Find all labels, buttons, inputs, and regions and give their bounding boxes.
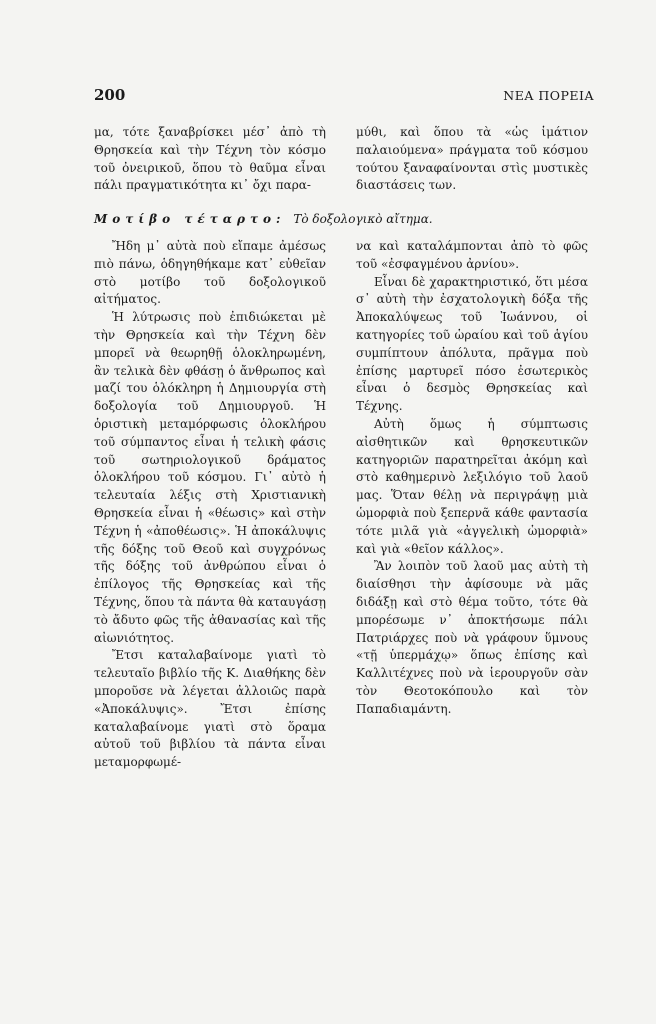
paragraph: να καὶ καταλάμπονται ἀπὸ τὸ φῶς τοῦ «ἐσφαγμένου ἀρνίου». [356, 239, 588, 271]
page-number: 200 [94, 86, 126, 104]
paragraph: μύθι, καὶ ὅπου τὰ «ὡς ἱμάτιον παλαιούμενα» πράγματα τοῦ κόσμου τούτου ξαναφαίνονται στὶς μυστικὲς διαστάσεις των. [356, 125, 588, 193]
paragraph: Ἤδη μ᾿ αὐτὰ ποὺ εἴπαμε ἀμέσως πιὸ πάνω, ὁδηγηθήκαμε κατ᾿ εὐθεῖαν στὸ μοτίβο τοῦ δοξολογικοῦ αἰτήματος. [94, 239, 326, 307]
paragraph: Ἡ λύτρωσις ποὺ ἐπιδιώκεται μὲ τὴν Θρησκεία καὶ τὴν Τέχνη δὲν μπορεῖ νὰ θεωρηθῇ ὁλοκληρωμένη, ἂν τελικὰ δὲν φθάσῃ ὁ ἄνθρωπος καὶ μαζί του ὁλόκληρη ἡ Δημιουργία στὴ δοξολογία τοῦ Δημιουργοῦ. Ἡ ὁριστικὴ μεταμόρφωσις ὁλοκλήρου τοῦ σύμπαντος εἶναι ἡ τελικὴ φάσις τοῦ σωτηριολογικοῦ δράματος ὁλοκλήρου τοῦ κόσμου. Γι᾿ αὐτὸ ἡ τελευταία λέξις στὴ Χριστιανικὴ Θρησκεία εἶναι ἡ «θέωσις» καὶ στὴν Τέχνη ἡ «ἀποθέωσις». Ἡ ἀποκάλυψις τῆς δόξης τοῦ Θεοῦ καὶ συγχρόνως τῆς δόξης τοῦ ἀνθρώπου εἶναι ὁ ἐπίλογος τῆς Θρησκείας καὶ τῆς Τέχνης, ὅπου τὰ πάντα θὰ καταυγάσῃ τὸ ἄδυτο φῶς τῆς ἀθανασίας καὶ τῆς αἰωνιότητος. [94, 310, 326, 645]
section-label: Μοτίβο τέταρτο: [94, 212, 286, 226]
right-column [356, 238, 588, 719]
paragraph: Αὐτὴ ὅμως ἡ σύμπτωσις αἰσθητικῶν καὶ θρησκευτικῶν κατηγοριῶν παρατηρεῖται ἀκόμη καὶ στὸ καθημερινὸ λεξιλόγιο τοῦ λαοῦ μας. Ὅταν θέλῃ νὰ περιγράψῃ μιὰ ὡμορφιὰ ποὺ ξεπερνᾶ κάθε φαντασία τότε μιλᾶ γιὰ «ἀγγελικὴ ὡμορφιὰ» καὶ γιὰ «θεῖον κάλλος». [356, 416, 588, 556]
section-title: Τὸ δοξολογικὸ αἴτημα. [293, 212, 433, 226]
section-heading [94, 212, 433, 226]
running-title: ΝΕΑ ΠΟΡΕΙΑ [503, 88, 594, 103]
left-column [94, 238, 326, 772]
continued-text-right [356, 124, 588, 195]
paragraph: Ἂν λοιπὸν τοῦ λαοῦ μας αὐτὴ τὴ διαίσθησι τὴν ἀφίσουμε νὰ μᾶς διδάξῃ καὶ στὸ θέμα τοῦτο, τότε θὰ μπορέσωμε ν᾿ ἀποκτήσωμε πάλι Πατριάρχες ποὺ νὰ γράφουν ὕμνους «τῇ ὑπερμάχῳ» ὅπως ἐπίσης καὶ Καλλιτέχνες ποὺ νὰ ἱερουργοῦν σὰν τὸν Θεοτοκόπουλο καὶ τὸν Παπαδιαμάντη. [356, 559, 588, 716]
continued-text-left [94, 124, 326, 195]
paragraph: Εἶναι δὲ χαρακτηριστικό, ὅτι μέσα σ᾿ αὐτὴ τὴν ἐσχατολογικὴ δόξα τῆς Ἀποκαλύψεως τοῦ Ἰωάννου, οἱ κατηγορίες τοῦ ὡραίου καὶ τοῦ ἁγίου συμπίπτουν ἀπόλυτα, πρᾶγμα ποὺ ἐπίσης μαρτυρεῖ πόσο ἐσωτερικὸς εἶναι ὁ δεσμὸς Θρησκείας καὶ Τέχνης. [356, 274, 588, 414]
paragraph: Ἔτσι καταλαβαίνομε γιατὶ τὸ τελευταῖο βιβλίο τῆς Κ. Διαθήκης δὲν μποροῦσε νὰ λέγεται ἀλλοιῶς παρὰ «Ἀποκάλυψις». Ἔτσι ἐπίσης καταλαβαίνομε γιατὶ στὸ ὅραμα αὐτοῦ τοῦ βιβλίου τὰ πάντα εἶναι μεταμορφωμέ- [94, 648, 326, 770]
paragraph: μα, τότε ξαναβρίσκει μέσ᾿ ἀπὸ τὴ Θρησκεία καὶ τὴν Τέχνη τὸν κόσμο τοῦ ὀνειρικοῦ, ὅπου τὸ θαῦμα εἶναι πάλι πραγματικότητα κι᾿ ὄχι παρα- [94, 125, 326, 193]
